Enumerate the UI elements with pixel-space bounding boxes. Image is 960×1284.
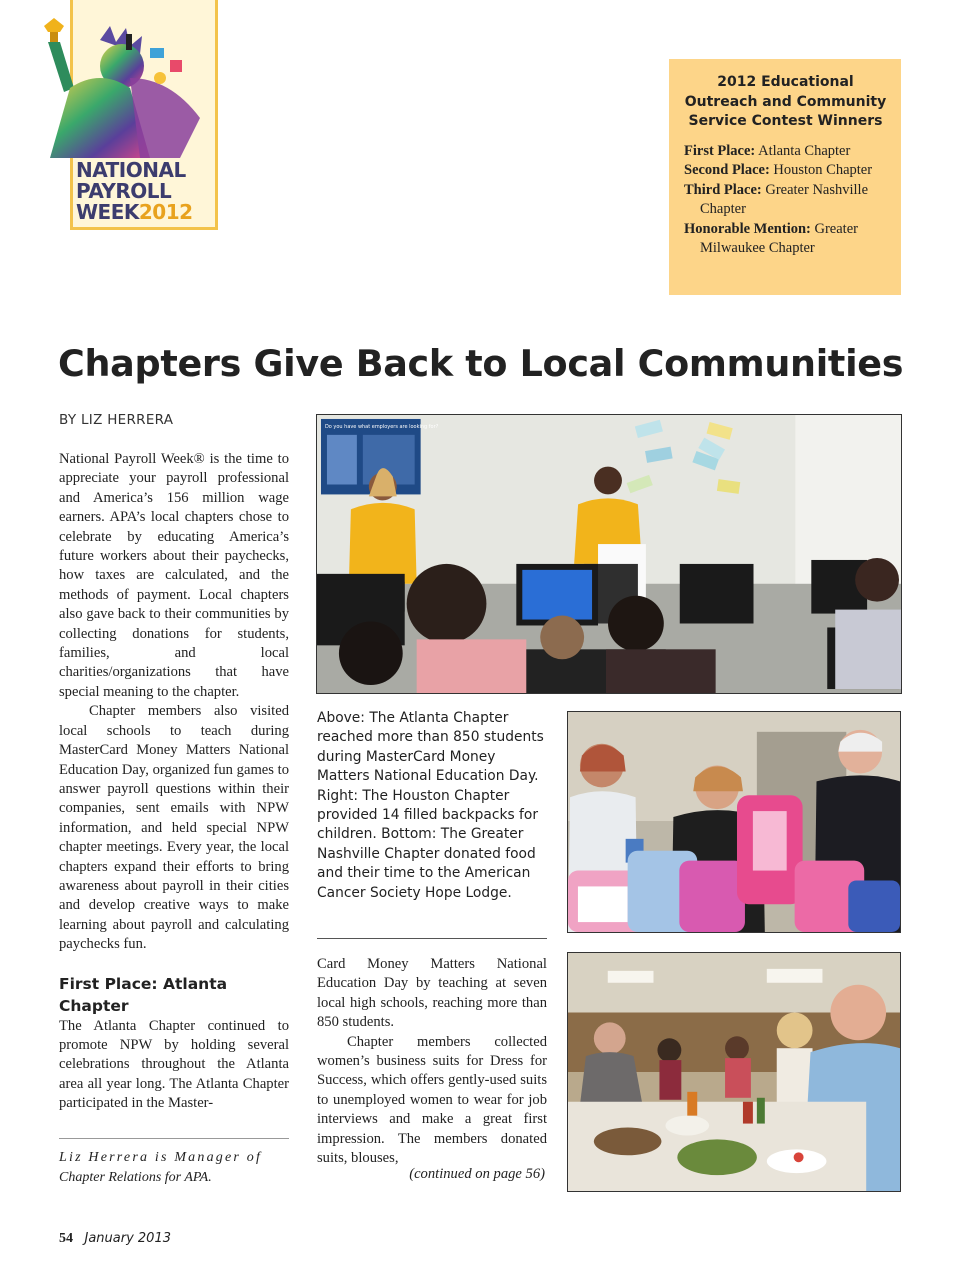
winner-label: Honorable Mention: — [684, 220, 811, 237]
logo-wordmark — [76, 160, 216, 223]
page-footer — [59, 1231, 171, 1247]
author-bio — [59, 1148, 289, 1187]
winner-value: Houston Chapter — [773, 162, 873, 178]
winner-value: Atlanta Chapter — [758, 142, 851, 159]
logo-word-week: WEEK — [76, 200, 139, 224]
contest-title: 2012 Educational Outreach and Community Service Contest Winners — [684, 74, 887, 129]
npw-2012-logo — [30, 0, 210, 236]
byline: BY LIZ HERRERA — [59, 412, 174, 428]
divider — [317, 938, 547, 939]
winner-value: Greater Milwaukee Chapter — [700, 220, 858, 256]
winner-third — [684, 181, 887, 220]
continued-note: (continued on page 56) — [409, 1166, 545, 1182]
body-paragraph: Card Money Matters National Education Day by teaching at seven local high schools, reaching more than 850 students. — [317, 956, 547, 1031]
winner-honorable — [684, 220, 887, 259]
photo-nashville-food — [567, 952, 901, 1192]
body-paragraph: Chapter members also visited local schools to teach during MasterCard Money Matters National Education Day, organized fun games to answer payroll questions within their companies, sent emails with NPW information, and held special NPW chapter meetings. Every year, the local chapters expand their efforts to bring awareness about payroll in their cities and develop creative ways to make learning about payroll and calculating paychecks fun. — [59, 703, 289, 953]
subhead-first-place: First Place: Atlanta Chapter — [59, 974, 228, 1015]
body-paragraph: National Payroll Week® is the time to appreciate your payroll professional and America’s 156 million wage earners. APA’s local chapters chose to celebrate by educating America’s future workers about their paychecks, how taxes are calculated, and the methods of payment. Local chapters also gave back to their communities by collecting donations for students, families, and local charities/organizations that have special meaning to the chapter. — [59, 451, 289, 700]
logo-line-3 — [76, 202, 216, 223]
article-headline: Chapters Give Back to Local Communities — [58, 342, 904, 385]
logo-line-2: PAYROLL — [76, 179, 172, 203]
winner-value: Greater Nashville Chapter — [700, 181, 869, 217]
body-paragraph: The Atlanta Chapter continued to promote NPW by holding several celebrations throughout the Atlanta area all year long. The Atlanta Chapter participated in the Master- — [59, 1017, 289, 1112]
logo-year: 2012 — [138, 200, 193, 224]
author-bio-line-2: Chapter Relations for APA. — [59, 1169, 212, 1185]
winner-first — [684, 142, 887, 162]
issue-date: January 2013 — [84, 1231, 171, 1246]
body-paragraph: Chapter members collected women’s business suits for Dress for Success, which offers gently-used suits to unemployed women to wear for job interviews and make a great first impression. The members donated suits, blouses, — [317, 1033, 547, 1167]
winner-label: Third Place: — [684, 181, 762, 198]
article-column-2 — [317, 955, 547, 1168]
photo-houston-backpacks — [567, 711, 901, 933]
winner-second — [684, 161, 887, 181]
winner-label: Second Place: — [684, 162, 770, 178]
page-number: 54 — [59, 1231, 73, 1246]
photo-atlanta-classroom — [316, 414, 902, 694]
logo-line-1: NATIONAL — [76, 158, 186, 182]
poster-board-title: Do you have what employers are looking for? — [324, 423, 439, 430]
divider — [59, 1138, 289, 1139]
author-bio-line-1: Liz Herrera is Manager of — [59, 1150, 263, 1165]
winner-label: First Place: — [684, 142, 756, 159]
contest-winners-box — [669, 59, 901, 295]
article-column-1 — [59, 450, 289, 1114]
photo-caption: Above: The Atlanta Chapter reached more than 850 students during MasterCard Money Matters National Education Day. Right: The Houston Chapter provided 14 filled backpacks for children. Bottom: The Greater Nashville Chapter donated food and their time to the American Cancer Society Hope Lodge. — [317, 710, 544, 901]
statue-of-liberty-icon — [30, 8, 210, 158]
